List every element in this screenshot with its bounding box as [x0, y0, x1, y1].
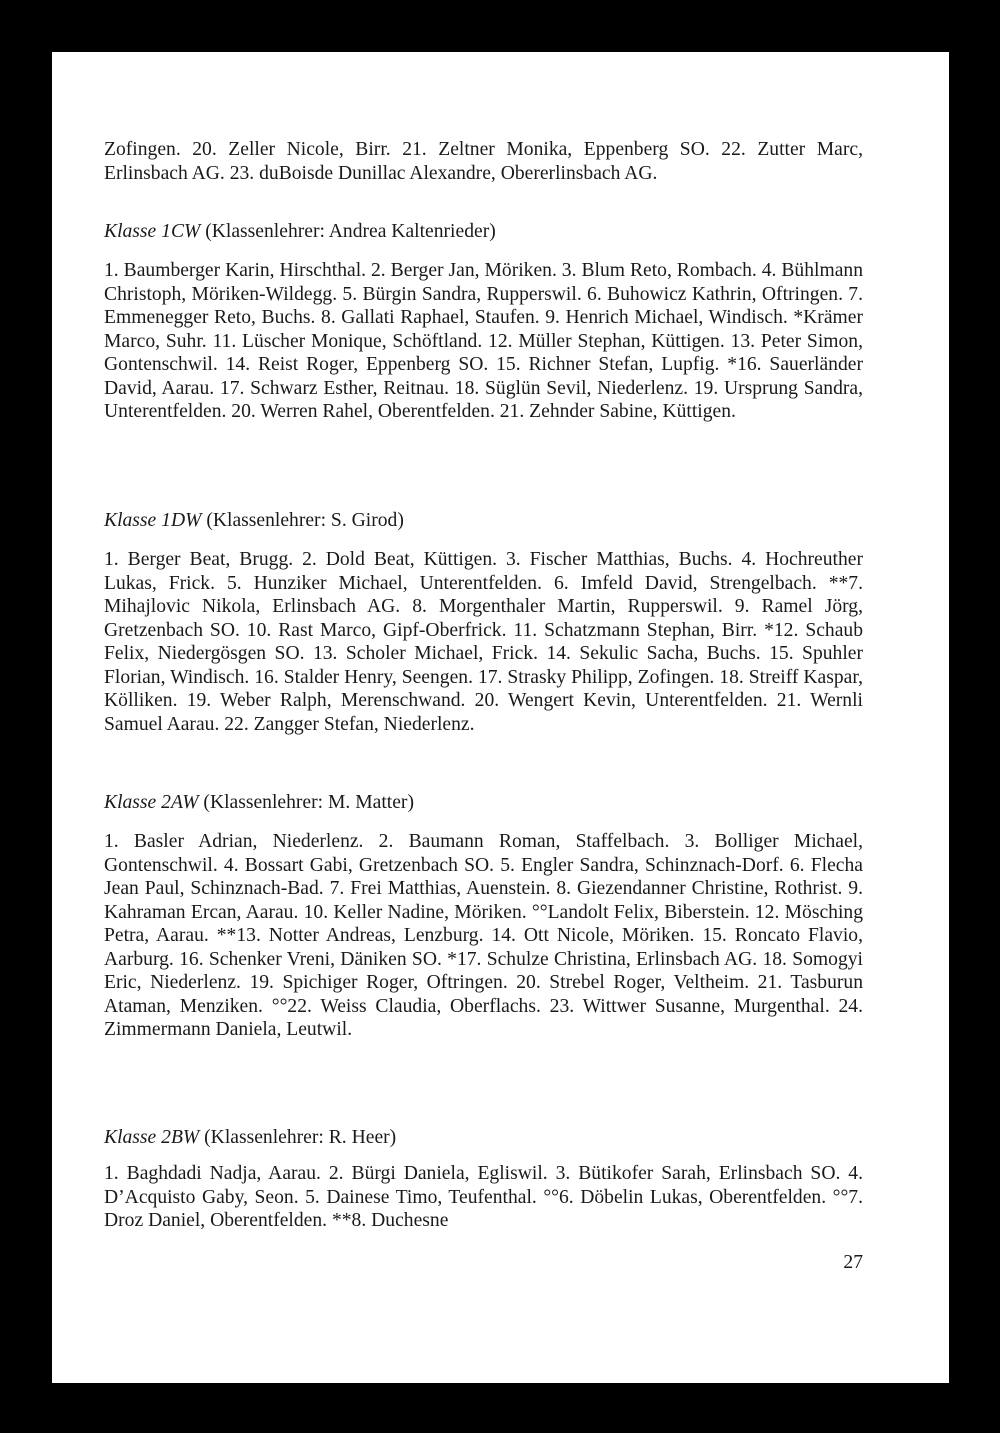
class-name-2bw: Klasse 2BW [104, 1127, 200, 1148]
class-teacher-1cw: (Klassenlehrer: Andrea Kaltenrieder) [200, 221, 496, 242]
class-teacher-1dw: (Klassenlehrer: S. Girod) [201, 510, 404, 531]
paragraph-intro: Zofingen. 20. Zeller Nicole, Birr. 21. Zeltner Monika, Eppenberg SO. 22. Zutter Marc, Erlinsbach AG. 23. duBoisde Dunillac Alexandre, Obererlinsbach AG. [104, 139, 863, 184]
class-teacher-2bw: (Klassenlehrer: R. Heer) [199, 1127, 397, 1148]
class-name-1cw: Klasse 1CW [104, 221, 201, 242]
paragraph-class-1dw: 1. Berger Beat, Brugg. 2. Dold Beat, Küttigen. 3. Fischer Matthias, Buchs. 4. Hochreuther Lukas, Frick. 5. Hunziker Michael, Unterentfelden. 6. Imfeld David, Strengelbach. **7. Mihajlovic Nikola, Erlinsbach AG. 8. Morgenthaler Martin, Rupperswil. 9. Ramel Jörg, Gretzenbach SO. 10. Rast Marco, Gipf-Oberfrick. 11. Schatzmann Stephan, Birr. *12. Schaub Felix, Niedergösgen SO. 13. Scholer Michael, Frick. 14. Sekulic Sacha, Buchs. 15. Spuhler Florian, Windisch. 16. Stalder Henry, Seengen. 17. Strasky Philipp, Zofingen. 18. Streiff Kaspar, Kölliken. 19. Weber Ralph, Merenschwand. 20. Wengert Kevin, Unterentfelden. 21. Wernli Samuel Aarau. 22. Zangger Stefan, Niederlenz. [104, 549, 863, 735]
paragraph-class-1cw: 1. Baumberger Karin, Hirschthal. 2. Berger Jan, Möriken. 3. Blum Reto, Rombach. 4. Bühlmann Christoph, Möriken-Wildegg. 5. Bürgin Sandra, Rupperswil. 6. Buhowicz Kathrin, Oftringen. 7. Emmenegger Reto, Buchs. 8. Gallati Raphael, Staufen. 9. Henrich Michael, Windisch. *Krämer Marco, Suhr. 11. Lüscher Monique, Schöftland. 12. Müller Stephan, Küttigen. 13. Peter Simon, Gontenschwil. 14. Reist Roger, Eppenberg SO. 15. Richner Stefan, Lupfig. *16. Sauerländer David, Aarau. 17. Schwarz Esther, Reitnau. 18. Süglün Sevil, Niederlenz. 19. Ursprung Sandra, Unterentfelden. 20. Werren Rahel, Oberentfelden. 21. Zehnder Sabine, Küttigen. [104, 260, 863, 422]
class-heading-1dw [104, 509, 404, 533]
paragraph-class-2bw: 1. Baghdadi Nadja, Aarau. 2. Bürgi Daniela, Egliswil. 3. Bütikofer Sarah, Erlinsbach SO. 4. D’Acquisto Gaby, Seon. 5. Dainese Timo, Teufenthal. °°6. Döbelin Lukas, Oberentfelden. °°7. Droz Daniel, Oberentfelden. **8. Duchesne [104, 1163, 863, 1231]
class-heading-2bw [104, 1126, 396, 1150]
document-page [52, 52, 949, 1383]
paragraph-class-2aw: 1. Basler Adrian, Niederlenz. 2. Baumann Roman, Staffelbach. 3. Bolliger Michael, Gontenschwil. 4. Bossart Gabi, Gretzenbach SO. 5. Engler Sandra, Schinznach-Dorf. 6. Flecha Jean Paul, Schinznach-Bad. 7. Frei Matthias, Auenstein. 8. Giezendanner Christine, Rothrist. 9. Kahraman Ercan, Aarau. 10. Keller Nadine, Möriken. °°Landolt Felix, Biberstein. 12. Mösching Petra, Aarau. **13. Notter Andreas, Lenzburg. 14. Ott Nicole, Möriken. 15. Roncato Flavio, Aarburg. 16. Schenker Vreni, Däniken SO. *17. Schulze Christina, Erlinsbach AG. 18. Somogyi Eric, Niederlenz. 19. Spichiger Roger, Oftringen. 20. Strebel Roger, Veltheim. 21. Tasburun Ataman, Menziken. °°22. Weiss Claudia, Oberflachs. 23. Wittwer Susanne, Murgenthal. 24. Zimmermann Daniela, Leutwil. [104, 831, 863, 1040]
page-number: 27 [843, 1252, 863, 1273]
class-teacher-2aw: (Klassenlehrer: M. Matter) [198, 792, 414, 813]
class-name-1dw: Klasse 1DW [104, 510, 202, 531]
class-heading-2aw [104, 791, 414, 815]
class-name-2aw: Klasse 2AW [104, 792, 199, 813]
class-heading-1cw [104, 220, 496, 244]
